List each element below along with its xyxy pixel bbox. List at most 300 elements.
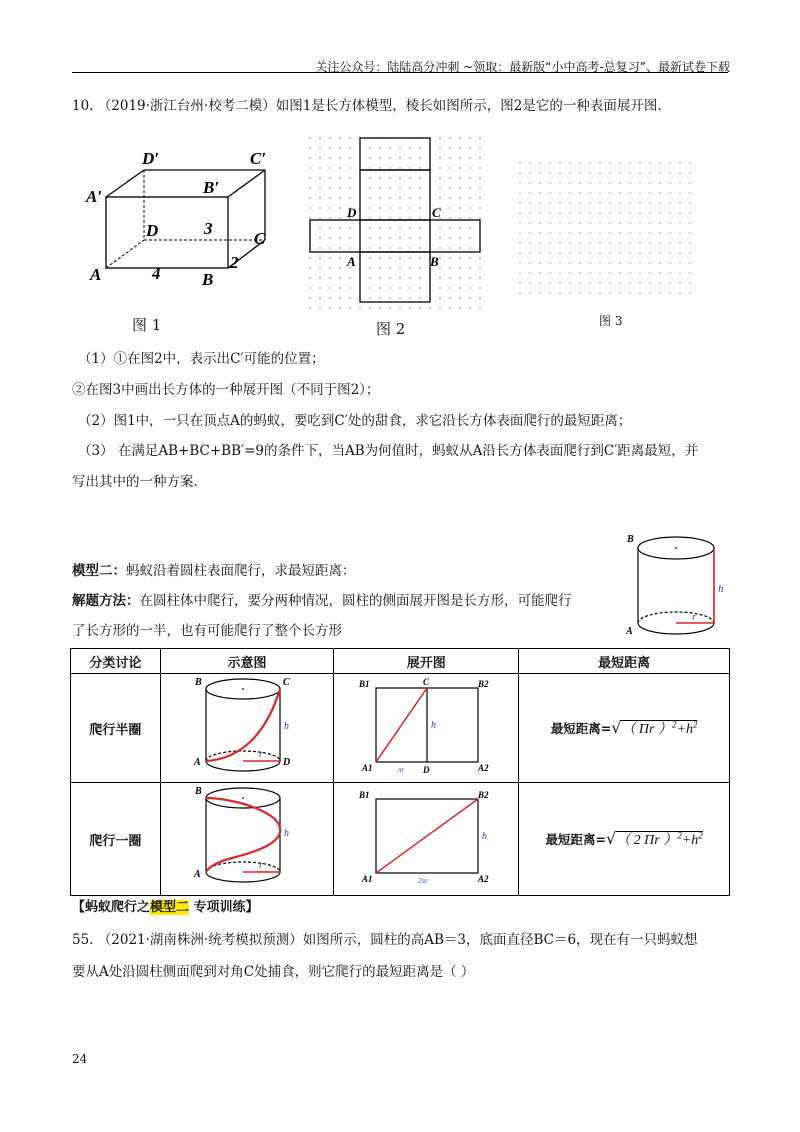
grid-dot xyxy=(379,287,381,289)
grid-dot xyxy=(449,237,451,239)
grid-dot xyxy=(629,212,631,214)
grid-dot xyxy=(589,162,591,164)
grid-dot xyxy=(639,292,641,294)
grid-dot xyxy=(549,242,551,244)
grid-dot xyxy=(679,252,681,254)
shortest-half xyxy=(519,674,730,783)
grid-dot xyxy=(329,177,331,179)
grid-dot xyxy=(439,297,441,299)
grid-dot xyxy=(349,287,351,289)
grid-dot xyxy=(479,197,481,199)
grid-dot xyxy=(689,292,691,294)
grid-dot xyxy=(369,207,371,209)
grid-dot xyxy=(309,307,311,309)
th-category: 分类讨论 xyxy=(71,649,161,674)
half-cyl-h: h xyxy=(284,721,290,732)
grid-dot xyxy=(539,182,541,184)
grid-dot xyxy=(639,162,641,164)
full-net-h: h xyxy=(482,831,488,842)
grid-dot xyxy=(559,162,561,164)
grid-dot xyxy=(459,187,461,189)
grid-dot xyxy=(319,217,321,219)
grid-dot xyxy=(379,227,381,229)
grid-dot xyxy=(439,177,441,179)
grid-dot xyxy=(619,172,621,174)
grid-dot xyxy=(609,242,611,244)
grid-dot xyxy=(389,187,391,189)
grid-dot xyxy=(429,307,431,309)
grid-dot xyxy=(409,247,411,249)
grid-dot xyxy=(559,242,561,244)
grid-dot xyxy=(389,277,391,279)
grid-dot xyxy=(419,237,421,239)
grid-dot xyxy=(669,222,671,224)
grid-dot xyxy=(369,147,371,149)
grid-dot xyxy=(309,177,311,179)
grid-dot xyxy=(439,137,441,139)
grid-dot xyxy=(479,267,481,269)
grid-dot xyxy=(589,242,591,244)
grid-dot xyxy=(369,297,371,299)
grid-dot xyxy=(459,177,461,179)
grid-dot xyxy=(589,262,591,264)
grid-dot xyxy=(329,157,331,159)
grid-dot xyxy=(679,162,681,164)
grid-dot xyxy=(649,222,651,224)
grid-dot xyxy=(559,212,561,214)
grid-dot xyxy=(569,252,571,254)
formula-half-inner: （ Πr ） xyxy=(621,722,672,737)
model2-table xyxy=(70,648,730,896)
grid-dot xyxy=(369,307,371,309)
grid-dot xyxy=(339,267,341,269)
grid-dot xyxy=(349,157,351,159)
grid-dot xyxy=(539,172,541,174)
grid-dot xyxy=(589,232,591,234)
grid-dot xyxy=(659,192,661,194)
grid-dot xyxy=(449,307,451,309)
grid-dot xyxy=(659,212,661,214)
net-full xyxy=(334,783,519,896)
grid-dot xyxy=(629,272,631,274)
grid-dot xyxy=(619,282,621,284)
grid-dot xyxy=(319,157,321,159)
q10-part2: （2）图1中，一只在顶点A的蚂蚁，要吃到C′处的甜食，求它沿长方体表面爬行的最短距离； xyxy=(78,413,632,429)
label-B: B xyxy=(202,270,214,289)
grid-dot xyxy=(409,277,411,279)
grid-dot xyxy=(329,277,331,279)
grid-dot xyxy=(579,262,581,264)
grid-dot xyxy=(439,287,441,289)
formula-full-body xyxy=(616,831,703,848)
grid-dot xyxy=(449,207,451,209)
grid-dot xyxy=(609,202,611,204)
model2-method-line2: 了长方形的一半，也有可能爬行了整个长方形 xyxy=(72,623,342,639)
grid-dot xyxy=(309,267,311,269)
th-diagram: 示意图 xyxy=(160,649,334,674)
full-cyl-A: A xyxy=(194,869,201,880)
grid-dot xyxy=(599,252,601,254)
grid-dot xyxy=(409,227,411,229)
grid-dot xyxy=(539,242,541,244)
model2-cylinder xyxy=(622,530,732,645)
model2-method-label: 解题方法： xyxy=(72,593,140,609)
grid-dot xyxy=(529,252,531,254)
grid-dot xyxy=(669,232,671,234)
grid-dot xyxy=(419,307,421,309)
grid-dot xyxy=(529,292,531,294)
diagram-half xyxy=(160,674,334,783)
grid-dot xyxy=(519,272,521,274)
grid-dot xyxy=(539,282,541,284)
grid-dot xyxy=(569,162,571,164)
training-close: 专项训练】 xyxy=(189,900,259,915)
label-Cprime: C′ xyxy=(250,149,267,168)
grid-dot xyxy=(589,212,591,214)
full-cyl-h: h xyxy=(284,828,290,839)
full-net-base: 2πr xyxy=(418,877,429,885)
grid-dot xyxy=(459,147,461,149)
grid-dot xyxy=(589,282,591,284)
grid-dot xyxy=(419,207,421,209)
grid-dot xyxy=(319,277,321,279)
grid-dot xyxy=(589,172,591,174)
q55-line2: 要从A处沿圆柱侧面爬到对角C处捕食，则它爬行的最短距离是（ ） xyxy=(72,964,475,980)
grid-dot xyxy=(479,137,481,139)
grid-dot xyxy=(419,227,421,229)
grid-dot xyxy=(349,147,351,149)
grid-dot xyxy=(389,227,391,229)
grid-dot xyxy=(609,212,611,214)
grid-dot xyxy=(409,217,411,219)
full-net-B2: B2 xyxy=(478,790,489,800)
grid-dot xyxy=(559,182,561,184)
grid-dot xyxy=(569,222,571,224)
grid-dot xyxy=(379,247,381,249)
grid-dot xyxy=(469,147,471,149)
grid-dot xyxy=(459,267,461,269)
grid-dot xyxy=(619,262,621,264)
net-label-A: A xyxy=(347,254,356,269)
grid-dot xyxy=(309,217,311,219)
cyl-label-r: r xyxy=(692,611,697,623)
grid-dot xyxy=(679,232,681,234)
grid-dot xyxy=(659,262,661,264)
grid-dot xyxy=(329,197,331,199)
full-cyl-B: B xyxy=(195,786,202,797)
grid-dot xyxy=(539,272,541,274)
grid-dot xyxy=(309,197,311,199)
table-row-full xyxy=(71,783,730,896)
grid-dot xyxy=(659,292,661,294)
grid-dot xyxy=(389,157,391,159)
grid-dot xyxy=(459,297,461,299)
grid-dot xyxy=(449,197,451,199)
model2-title xyxy=(72,561,356,581)
grid-dot xyxy=(669,282,671,284)
grid-dot xyxy=(449,257,451,259)
grid-dot xyxy=(409,267,411,269)
grid-dot xyxy=(629,222,631,224)
net-half xyxy=(334,674,519,783)
grid-dot xyxy=(579,242,581,244)
diagram-full xyxy=(160,783,334,896)
grid-dot xyxy=(539,202,541,204)
grid-dot xyxy=(579,172,581,174)
grid-dot xyxy=(599,272,601,274)
grid-dot xyxy=(619,232,621,234)
grid-dot xyxy=(409,147,411,149)
grid-dot xyxy=(369,187,371,189)
grid-dot xyxy=(679,202,681,204)
grid-dot xyxy=(639,202,641,204)
grid-dot xyxy=(379,307,381,309)
grid-dot xyxy=(319,167,321,169)
grid-dot xyxy=(669,172,671,174)
grid-dot xyxy=(419,147,421,149)
grid-dot xyxy=(579,282,581,284)
grid-dot xyxy=(659,182,661,184)
table-row-half xyxy=(71,674,730,783)
shortest-full xyxy=(519,783,730,896)
grid-dot xyxy=(669,162,671,164)
grid-dot xyxy=(469,287,471,289)
grid-dot xyxy=(689,172,691,174)
grid-dot xyxy=(649,172,651,174)
grid-dot xyxy=(609,172,611,174)
formula-full-hexp: 2 xyxy=(698,830,703,841)
grid-dot xyxy=(689,242,691,244)
grid-dot xyxy=(479,177,481,179)
grid-dot xyxy=(339,287,341,289)
fig1-caption: 图 1 xyxy=(132,316,162,334)
category-half: 爬行半圈 xyxy=(71,674,161,783)
grid-dot xyxy=(329,257,331,259)
grid-dot xyxy=(689,192,691,194)
grid-dot xyxy=(649,162,651,164)
grid-dot xyxy=(649,242,651,244)
grid-dot xyxy=(399,177,401,179)
grid-dot xyxy=(629,262,631,264)
grid-dot xyxy=(679,192,681,194)
grid-dot xyxy=(589,192,591,194)
net-label-C: C xyxy=(432,205,441,220)
grid-dot xyxy=(399,187,401,189)
grid-dot xyxy=(419,197,421,199)
net-label-D: D xyxy=(347,205,357,220)
grid-dot xyxy=(669,262,671,264)
grid-dot xyxy=(449,147,451,149)
grid-dot xyxy=(309,287,311,289)
grid-dot xyxy=(679,262,681,264)
grid-dot xyxy=(349,307,351,309)
grid-dot xyxy=(689,262,691,264)
grid-dot xyxy=(619,192,621,194)
grid-dot xyxy=(679,222,681,224)
grid-dot xyxy=(629,202,631,204)
grid-dot xyxy=(599,242,601,244)
grid-dot xyxy=(359,307,361,309)
grid-dot xyxy=(389,177,391,179)
grid-dot xyxy=(449,137,451,139)
grid-dot xyxy=(599,212,601,214)
grid-dot xyxy=(569,212,571,214)
grid-dot xyxy=(539,232,541,234)
grid-dot xyxy=(399,247,401,249)
grid-dot xyxy=(369,277,371,279)
grid-dot xyxy=(369,177,371,179)
grid-dot xyxy=(649,262,651,264)
grid-dot xyxy=(439,147,441,149)
grid-dot xyxy=(569,292,571,294)
grid-dot xyxy=(459,217,461,219)
grid-dot xyxy=(329,287,331,289)
half-cyl-B: B xyxy=(195,677,202,688)
grid-dot xyxy=(599,162,601,164)
grid-dot xyxy=(559,192,561,194)
grid-dot xyxy=(369,227,371,229)
grid-dot xyxy=(449,297,451,299)
grid-dot xyxy=(469,267,471,269)
grid-dot xyxy=(519,182,521,184)
grid-dot xyxy=(639,182,641,184)
grid-dot xyxy=(599,192,601,194)
grid-dot xyxy=(419,257,421,259)
grid-dot xyxy=(579,192,581,194)
cyl-label-A: A xyxy=(626,626,633,637)
grid-dot xyxy=(449,217,451,219)
grid-dot xyxy=(679,242,681,244)
grid-dot xyxy=(389,207,391,209)
grid-dot xyxy=(589,202,591,204)
label-Aprime: A′ xyxy=(86,187,103,206)
grid-dot xyxy=(319,237,321,239)
q55-line1: 55. （2021·湖南株洲·统考模拟预测）如图所示，圆柱的高AB＝3，底面直径BC＝6，现在有一只蚂蚁想 xyxy=(72,932,698,948)
grid-dot xyxy=(319,177,321,179)
grid-dot xyxy=(389,267,391,269)
grid-dot xyxy=(689,222,691,224)
grid-dot xyxy=(419,277,421,279)
grid-dot xyxy=(629,232,631,234)
model2-title-label: 模型二： xyxy=(72,563,126,579)
grid-dot xyxy=(469,217,471,219)
grid-dot xyxy=(539,252,541,254)
grid-dot xyxy=(589,222,591,224)
th-shortest: 最短距离 xyxy=(519,649,730,674)
grid-dot xyxy=(519,172,521,174)
grid-dot xyxy=(329,167,331,169)
grid-dot xyxy=(649,182,651,184)
grid-dot xyxy=(379,277,381,279)
grid-dot xyxy=(559,252,561,254)
q10-intro: 10. （2019·浙江台州·校考二模）如图1是长方体模型，棱长如图所示，图2是它的一种表面展开图. xyxy=(72,98,662,114)
grid-dot xyxy=(659,242,661,244)
grid-dot xyxy=(399,237,401,239)
grid-dot xyxy=(409,297,411,299)
grid-dot xyxy=(599,202,601,204)
grid-dot xyxy=(609,252,611,254)
grid-dot xyxy=(309,137,311,139)
grid-dot xyxy=(579,162,581,164)
grid-dot xyxy=(619,272,621,274)
grid-dot xyxy=(559,202,561,204)
grid-dot xyxy=(369,197,371,199)
grid-dot xyxy=(449,187,451,189)
grid-dot xyxy=(459,157,461,159)
grid-dot xyxy=(549,162,551,164)
grid-dot xyxy=(549,182,551,184)
grid-dot xyxy=(339,257,341,259)
grid-dot xyxy=(419,187,421,189)
grid-dot xyxy=(319,197,321,199)
grid-dot xyxy=(669,192,671,194)
grid-dot xyxy=(659,232,661,234)
formula-half-radical: √ xyxy=(611,718,622,737)
grid-dot xyxy=(599,292,601,294)
grid-dot xyxy=(619,292,621,294)
full-net-A1: A1 xyxy=(362,874,373,884)
grid-dot xyxy=(579,222,581,224)
grid-dot xyxy=(349,197,351,199)
half-cyl-r: r xyxy=(259,749,263,760)
grid-dot xyxy=(339,187,341,189)
grid-dot xyxy=(539,212,541,214)
grid-dot xyxy=(519,242,521,244)
header-rule xyxy=(72,72,728,73)
grid-dot xyxy=(389,167,391,169)
grid-dot xyxy=(649,192,651,194)
grid-dot xyxy=(539,292,541,294)
grid-dot xyxy=(349,177,351,179)
grid-dot xyxy=(349,277,351,279)
grid-dot xyxy=(529,162,531,164)
half-net-B2: B2 xyxy=(478,679,489,689)
grid-dot xyxy=(559,172,561,174)
grid-dot xyxy=(539,192,541,194)
grid-dot xyxy=(329,147,331,149)
grid-dot xyxy=(339,277,341,279)
grid-dot xyxy=(379,197,381,199)
q10-part3a: （3） 在满足AB+BC+BB′=9的条件下，当AB为何值时，蚂蚁从A沿长方体表面爬行到C′距离最短，并 xyxy=(78,443,699,459)
grid-dot xyxy=(369,257,371,259)
grid-dot xyxy=(349,187,351,189)
grid-dot xyxy=(459,307,461,309)
grid-dot xyxy=(389,297,391,299)
grid-dot xyxy=(319,137,321,139)
grid-dot xyxy=(639,222,641,224)
full-cylinder-diagram xyxy=(192,784,302,890)
grid-dot xyxy=(639,192,641,194)
grid-dot xyxy=(629,172,631,174)
grid-dot xyxy=(439,167,441,169)
grid-dot xyxy=(379,147,381,149)
grid-dot xyxy=(589,272,591,274)
formula-half-hexp: 2 xyxy=(692,719,698,730)
grid-dot xyxy=(379,207,381,209)
grid-dot xyxy=(519,202,521,204)
grid-dot xyxy=(549,252,551,254)
grid-dot xyxy=(419,177,421,179)
grid-dot xyxy=(319,307,321,309)
grid-dot xyxy=(319,257,321,259)
grid-dot xyxy=(409,287,411,289)
grid-dot xyxy=(309,257,311,259)
cyl-label-h: h xyxy=(718,583,724,595)
grid-dot xyxy=(619,222,621,224)
q10-part3b: 写出其中的一种方案. xyxy=(72,474,198,490)
fig3-dot-grid xyxy=(515,158,695,298)
grid-dot xyxy=(609,292,611,294)
